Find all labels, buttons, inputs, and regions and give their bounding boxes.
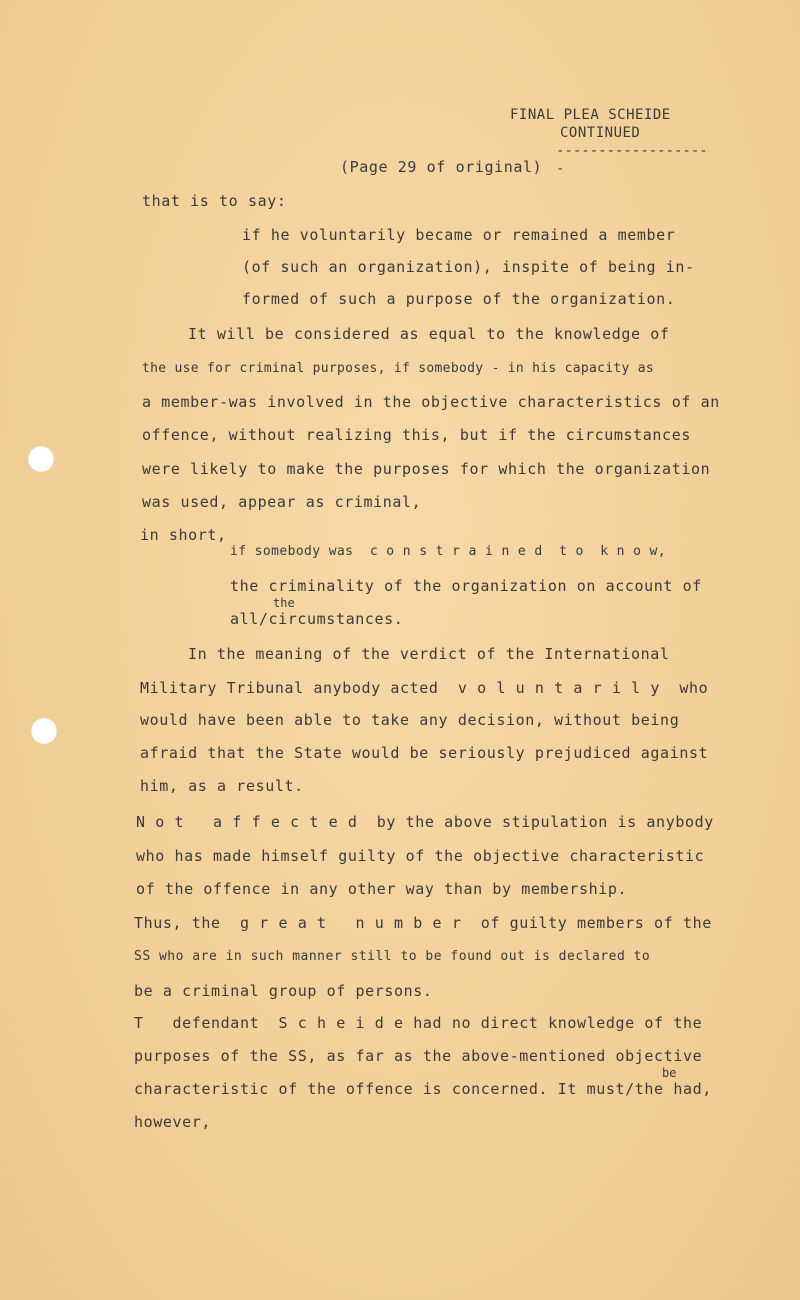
text-line: who has made himself guilty of the objective characteristic (136, 847, 705, 865)
text-line: SS who are in such manner still to be found out is declared to (134, 949, 651, 964)
text-line: were likely to make the purposes for which the organization (142, 460, 711, 478)
text-line: the criminality of the organization on account of (230, 577, 702, 595)
text-line: if he voluntarily became or remained a member (242, 226, 676, 244)
text-line: purposes of the SS, as far as the above-mentioned objective (134, 1047, 703, 1065)
text-line: Military Tribunal anybody acted v o l u n t a r i l y who (140, 679, 709, 697)
text-line: In the meaning of the verdict of the International (188, 645, 670, 663)
text-line: all/circumstances. (230, 610, 404, 628)
text-line: Thus, the g r e a t n u m b e r of guilty members of the (134, 914, 712, 932)
text-line: be a criminal group of persons. (134, 982, 433, 1000)
text-line: T defendant S c h e i d e had no direct knowledge of the (134, 1014, 703, 1032)
text-line: that is to say: (142, 192, 287, 210)
text-line: was used, appear as criminal, (142, 493, 422, 511)
text-line: of the offence in any other way than by membership. (136, 880, 628, 898)
text-line: him, as a result. (140, 777, 304, 795)
text-line: the use for criminal purposes, if somebody - in his capacity as (142, 361, 654, 376)
page-note: (Page 29 of original) (340, 158, 543, 176)
text-line: afraid that the State would be seriously prejudiced against (140, 744, 709, 762)
text-line: It will be considered as equal to the knowledge of (188, 325, 670, 343)
text-line: however, (134, 1113, 212, 1131)
text-line: would have been able to take any decision, without being (140, 711, 680, 729)
punch-hole-top (28, 446, 54, 472)
text-line: a member-was involved in the objective characteristics of an (142, 393, 720, 411)
text-line: N o t a f f e c t e d by the above stipulation is anybody (136, 813, 714, 831)
header-title: FINAL PLEA SCHEIDE (510, 107, 671, 123)
text-line: offence, without realizing this, but if the circumstances (142, 426, 691, 444)
insertion-the: the (273, 596, 295, 610)
insertion-be: be (662, 1066, 677, 1080)
text-line: in short, (140, 526, 227, 544)
header-underline: ------------------- (556, 143, 708, 177)
text-line: formed of such a purpose of the organization. (242, 290, 676, 308)
text-line: characteristic of the offence is concerned. It must/the had, (134, 1080, 712, 1098)
punch-hole-bottom (31, 718, 57, 744)
header-subtitle: CONTINUED (560, 125, 641, 141)
text-line: if somebody was c o n s t r a i n e d t o k n o w, (230, 544, 667, 559)
text-line: (of such an organization), inspite of being in- (242, 258, 695, 276)
